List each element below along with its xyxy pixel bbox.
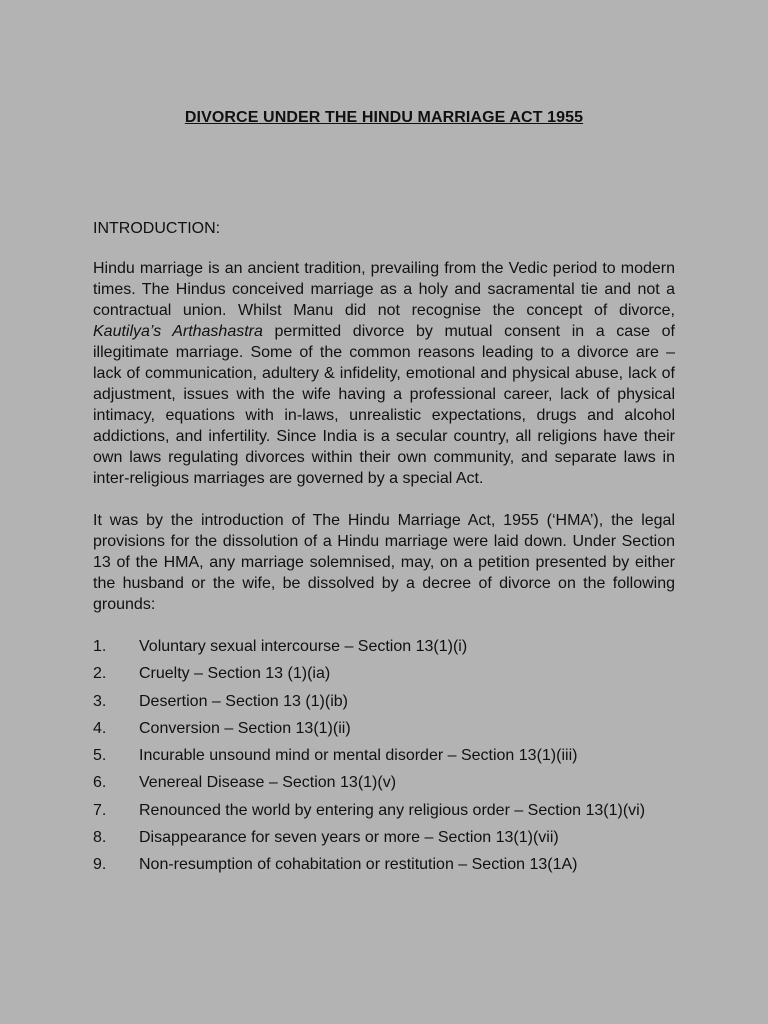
list-item xyxy=(93,800,675,827)
intro-italic-reference: Kautilya’s Arthashastra xyxy=(93,323,263,340)
intro-text-part2: permitted divorce by mutual consent in a case of illegitimate marriage. Some of the common reasons leading to a divorce are – lack of communication, adultery & infidelity, emotional and physical abuse, lack of adjustment, issues with the wife having a professional career, lack of physical intimacy, equations with in-laws, unrealistic expectations, drugs and alcohol addictions, and infertility. Since India is a secular country, all religions have their own laws regulating divorces within their own community, and separate laws in inter-religious marriages are governed by a special Act. xyxy=(93,323,676,487)
list-item xyxy=(93,827,675,854)
list-item-text: Voluntary sexual intercourse – Section 13(1)(i) xyxy=(139,638,468,655)
list-item-text: Desertion – Section 13 (1)(ib) xyxy=(139,692,348,710)
list-item-text: Venereal Disease – Section 13(1)(v) xyxy=(139,774,397,792)
list-item xyxy=(93,663,675,690)
list-item xyxy=(93,772,675,799)
list-item-text: Renounced the world by entering any religious order – Section 13(1)(vi) xyxy=(139,801,646,819)
list-item-number: 4. xyxy=(93,719,107,737)
list-item-number: 9. xyxy=(93,856,107,874)
list-item xyxy=(93,691,675,718)
list-item xyxy=(93,636,675,663)
list-item-text: Cruelty – Section 13 (1)(ia) xyxy=(139,665,331,683)
intro-paragraph xyxy=(93,258,675,489)
hma-paragraph: It was by the introduction of The Hindu Marriage Act, 1955 (‘HMA’), the legal provisions for the dissolution of a Hindu marriage were laid down. Under Section 13 of the HMA, any marriage solemnised, may, on a petition presented by either the husband or the wife, be dissolved by a decree of divorce on the following grounds: xyxy=(93,512,675,613)
list-item-number: 7. xyxy=(93,801,107,819)
list-item xyxy=(93,854,675,881)
list-item-number: 2. xyxy=(93,665,107,683)
section-heading: INTRODUCTION: xyxy=(93,220,221,237)
grounds-list xyxy=(93,636,675,882)
list-item-number: 1. xyxy=(93,638,107,655)
list-item xyxy=(93,718,675,745)
list-item-number: 3. xyxy=(93,692,107,710)
list-item-number: 8. xyxy=(93,829,107,847)
list-item-number: 6. xyxy=(93,774,107,792)
list-item xyxy=(93,745,675,772)
document-title: DIVORCE UNDER THE HINDU MARRIAGE ACT 1955 xyxy=(184,109,584,126)
list-item-number: 5. xyxy=(93,747,107,765)
intro-text-part1: Hindu marriage is an ancient tradition, prevailing from the Vedic period to modern times. The Hindus conceived marriage as a holy and sacramental tie and not a contractual union. Whilst Manu did not recognise the concept of divorce, xyxy=(93,260,675,319)
list-item-text: Disappearance for seven years or more – Section 13(1)(vii) xyxy=(139,829,559,847)
list-item-text: Conversion – Section 13(1)(ii) xyxy=(139,719,351,737)
document-body xyxy=(93,218,675,882)
list-item-text: Non-resumption of cohabitation or restitution – Section 13(1A) xyxy=(139,856,578,874)
list-item-text: Incurable unsound mind or mental disorder – Section 13(1)(iii) xyxy=(139,747,578,765)
